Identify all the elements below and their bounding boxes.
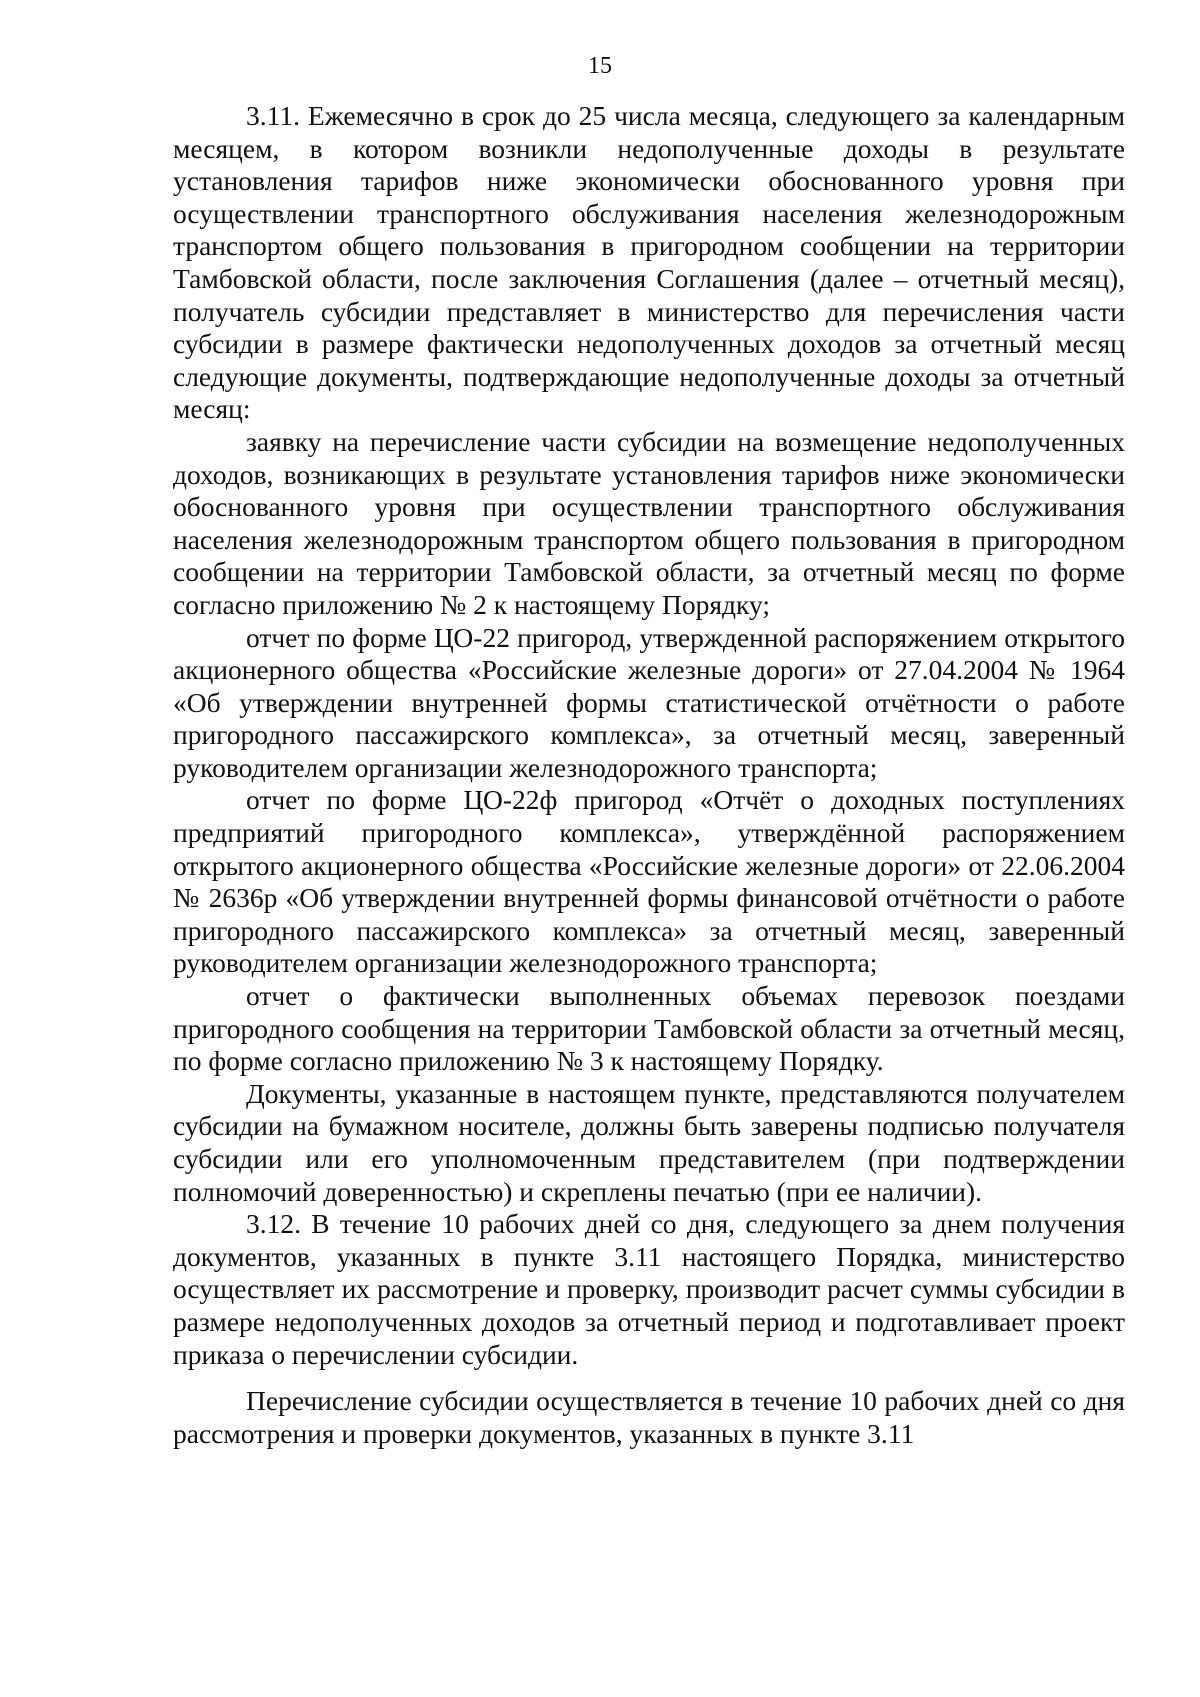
document-body <box>173 100 1125 1450</box>
paragraph-3-12: 3.12. В течение 10 рабочих дней со дня, следующего за днем получения документов, указанных в пункте 3.11 настоящего Порядка, министерство осуществляет их рассмотрение и проверку, производит расчет суммы субсидии в размере недополученных доходов за отчетный период и подготавливает проект приказа о перечислении субсидии. <box>173 1208 1125 1370</box>
page-number: 15 <box>588 53 612 79</box>
paragraph-transfer-subsidy: Перечисление субсидии осуществляется в течение 10 рабочих дней со дня рассмотрения и проверки документов, указанных в пункте 3.11 <box>173 1385 1125 1449</box>
paragraph-report-volumes: отчет о фактически выполненных объемах перевозок поездами пригородного сообщения на территории Тамбовской области за отчетный месяц, по форме согласно приложению № 3 к настоящему Порядку. <box>173 980 1125 1077</box>
paragraph-3-11: 3.11. Ежемесячно в срок до 25 числа месяца, следующего за календарным месяцем, в котором возникли недополученные доходы в результате установления тарифов ниже экономически обоснованного уровня при осуществлении транспортного обслуживания населения железнодорожным транспортом общего пользования в пригородном сообщении на территории Тамбовской области, после заключения Соглашения (далее – отчетный месяц), получатель субсидии представляет в министерство для перечисления части субсидии в размере фактически недополученных доходов за отчетный месяц следующие документы, подтверждающие недополученные доходы за отчетный месяц: <box>173 100 1125 425</box>
paragraph-report-co22: отчет по форме ЦО-22 пригород, утвержденной распоряжением открытого акционерного общества «Российские железные дороги» от 27.04.2004 № 1964 «Об утверждении внутренней формы статистической отчётности о работе пригородного пассажирского комплекса», за отчетный месяц, заверенный руководителем организации железнодорожного транспорта; <box>173 621 1125 783</box>
paragraph-documents-certification: Документы, указанные в настоящем пункте, представляются получателем субсидии на бумажном носителе, должны быть заверены подписью получателя субсидии или его уполномоченным представителем (при подтверждении полномочий доверенностью) и скреплены печатью (при ее наличии). <box>173 1077 1125 1207</box>
paragraph-report-co22f: отчет по форме ЦО-22ф пригород «Отчёт о доходных поступлениях предприятий пригородного комплекса», утверждённой распоряжением открытого акционерного общества «Российские железные дороги» от 22.06.2004 № 2636р «Об утверждении внутренней формы финансовой отчётности о работе пригородного пассажирского комплекса» за отчетный месяц, заверенный руководителем организации железнодорожного транспорта; <box>173 784 1125 979</box>
paragraph-application-item: заявку на перечисление части субсидии на возмещение недополученных доходов, возникающих в результате установления тарифов ниже экономически обоснованного уровня при осуществлении транспортного обслуживания населения железнодорожным транспортом общего пользования в пригородном сообщении на территории Тамбовской области, за отчетный месяц по форме согласно приложению № 2 к настоящему Порядку; <box>173 425 1125 620</box>
